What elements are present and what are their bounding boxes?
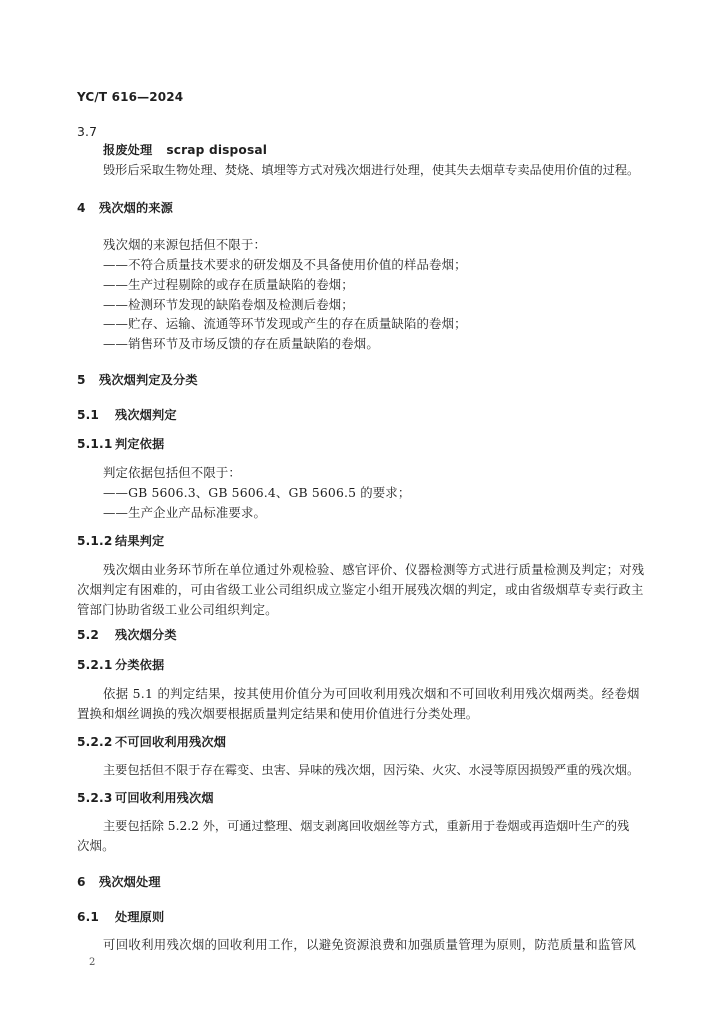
- section-title: 残次烟分类: [115, 628, 177, 642]
- section-title: 不可回收利用残次烟: [115, 735, 227, 749]
- section-number: 6.1: [77, 910, 100, 924]
- section-5-1-heading: [77, 407, 177, 423]
- section-number: 5: [77, 373, 86, 387]
- section-6-1-heading: [77, 909, 164, 925]
- paragraph-line: 主要包括除 5.2.2 外，可通过整理、烟支剥离回收烟丝等方式，重新用于卷烟或再造烟叶生产的残: [103, 819, 630, 833]
- section-number: 5.2.3: [77, 791, 113, 805]
- section-4-intro: 残次烟的来源包括但不限于：: [103, 237, 267, 252]
- paragraph-line: 可回收利用残次烟的回收利用工作，以避免资源浪费和加强质量管理为原则，防范质量和监管风: [103, 937, 637, 952]
- term-en: scrap disposal: [166, 143, 268, 157]
- section-number: 5.2: [77, 628, 100, 642]
- section-5-1-1-heading: [77, 436, 164, 452]
- clause-3-7-term: [103, 142, 267, 158]
- page-number: 2: [89, 957, 96, 968]
- section-title: 结果判定: [115, 534, 165, 548]
- section-number: 5.1.2: [77, 534, 113, 548]
- section-5-1-1-item: ——生产企业产品标准要求。: [103, 505, 267, 520]
- section-5-2-3-heading: [77, 790, 214, 806]
- paragraph-line: 次烟判定有困难的，可由省级工业公司组织成立鉴定小组开展残次烟的判定，或由省级烟草专卖行政主: [77, 582, 644, 597]
- section-number: 5.2.2: [77, 735, 113, 749]
- section-5-heading: [77, 372, 198, 388]
- paragraph-line: 依据 5.1 的判定结果，按其使用价值分为可回收利用残次烟和不可回收利用残次烟两类。经卷烟: [103, 686, 640, 701]
- clause-3-7-definition: 毁形后采取生物处理、焚烧、填埋等方式对残次烟进行处理，使其失去烟草专卖品使用价值的过程。: [103, 163, 640, 177]
- section-5-2-1-heading: [77, 657, 164, 673]
- paragraph-line: 次烟。: [77, 838, 115, 853]
- section-number: 6: [77, 875, 86, 889]
- section-title: 处理原则: [115, 910, 165, 924]
- paragraph-line: 主要包括但不限于存在霉变、虫害、异味的残次烟，因污染、火灾、水浸等原因损毁严重的残次烟。: [103, 763, 640, 777]
- clause-3-7-number: 3.7: [77, 124, 98, 139]
- standard-code: YC/T 616—2024: [77, 90, 184, 104]
- section-4-item: ——检测环节发现的缺陷卷烟及检测后卷烟；: [103, 297, 354, 312]
- section-title: 判定依据: [115, 437, 165, 451]
- section-title: 残次烟判定及分类: [99, 373, 198, 387]
- section-5-2-heading: [77, 627, 177, 643]
- section-title: 分类依据: [115, 658, 165, 672]
- section-5-2-2-heading: [77, 734, 226, 750]
- section-6-heading: [77, 874, 161, 890]
- section-5-1-2-heading: [77, 533, 164, 549]
- paragraph-line: 残次烟由业务环节所在单位通过外观检验、感官评价、仪器检测等方式进行质量检测及判定；对残: [103, 562, 645, 577]
- section-title: 残次烟处理: [99, 875, 161, 889]
- section-number: 4: [77, 201, 86, 215]
- section-title: 残次烟判定: [115, 408, 177, 422]
- section-number: 5.2.1: [77, 658, 113, 672]
- section-4-heading: [77, 200, 173, 216]
- section-title: 残次烟的来源: [99, 201, 174, 215]
- section-4-item: ——生产过程剔除的或存在质量缺陷的卷烟；: [103, 277, 354, 292]
- term-zh: 报废处理: [103, 143, 153, 157]
- section-4-item: ——销售环节及市场反馈的存在质量缺陷的卷烟。: [103, 336, 379, 351]
- section-title: 可回收利用残次烟: [115, 791, 214, 805]
- paragraph-line: 置换和烟丝调换的残次烟要根据质量判定结果和使用价值进行分类处理。: [77, 706, 479, 721]
- section-number: 5.1: [77, 408, 100, 422]
- paragraph-line: 管部门协助省级工业公司组织判定。: [77, 602, 278, 617]
- section-4-item: ——贮存、运输、流通等环节发现或产生的存在质量缺陷的卷烟；: [103, 316, 467, 331]
- section-number: 5.1.1: [77, 437, 113, 451]
- section-4-item: ——不符合质量技术要求的研发烟及不具备使用价值的样品卷烟；: [103, 257, 467, 272]
- section-5-1-1-intro: 判定依据包括但不限于：: [103, 465, 241, 480]
- section-5-1-1-item: ——GB 5606.3、GB 5606.4、GB 5606.5 的要求；: [103, 485, 411, 500]
